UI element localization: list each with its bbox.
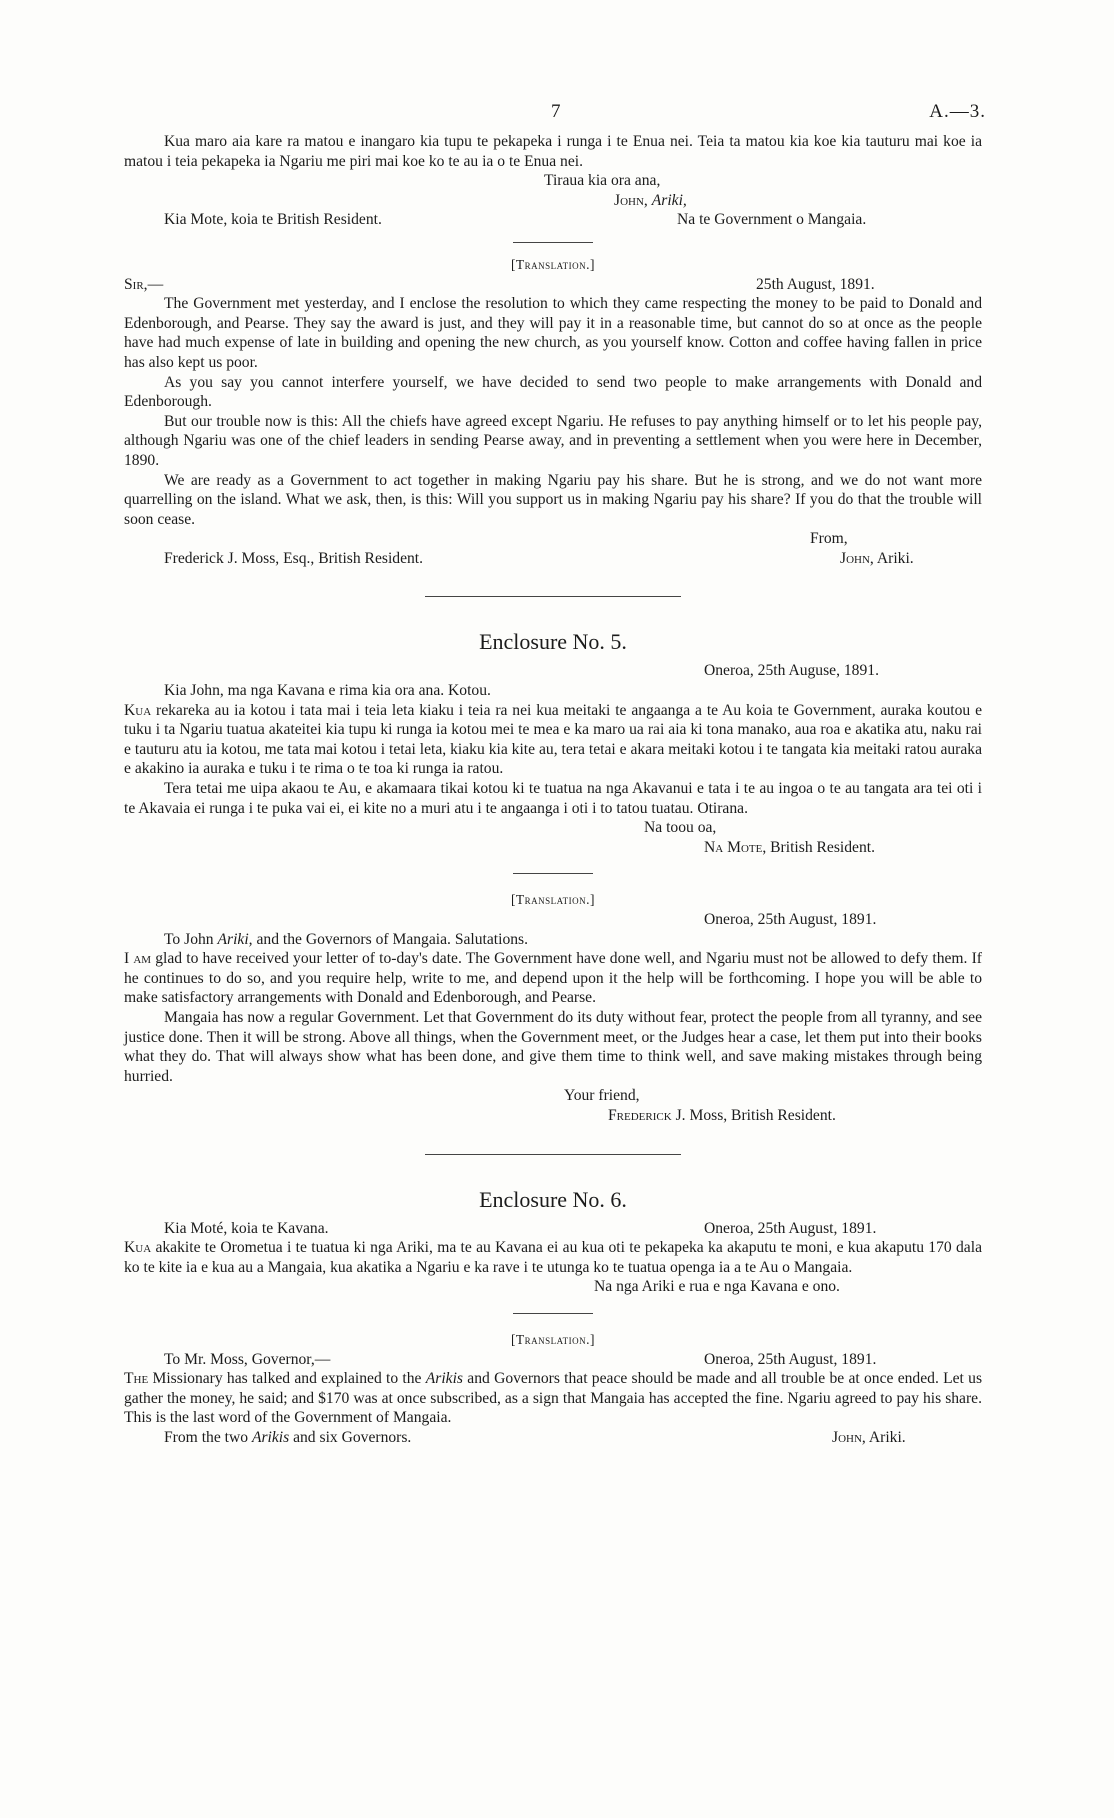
letter-date: Oneroa, 25th August, 1891.: [704, 911, 877, 928]
section-divider: [425, 596, 681, 597]
paragraph: glad to have received your letter of to-day's date. The Government have done well, and Ngariu must not be allowed to defy them. If he continues to do so, and you require help, write to me, and depend upon it the help will be forthcoming. I hope you will be able to make satisfactory arrangements with Donald and Edenborough, and Pearse.: [124, 950, 982, 1007]
paragraph: Tera tetai me uipa akaou te Au, e akamaara tikai kotou ki te tuatua na nga Akavanui e tata i te au ingoa o te au tangata ara tei oti i te Akavaia ei runga i te puka vai ei, ei kite no a muri atu i te angaanga i oti i to tatou tuatau. Otirana.: [124, 780, 982, 817]
signature-rest: J. Moss, British Resident.: [675, 1106, 836, 1124]
divider: [513, 873, 593, 874]
signature-title: Ariki.: [868, 1428, 906, 1446]
addressee-row: [124, 1219, 982, 1239]
letter-date: Oneroa, 25th August, 1891.: [704, 1219, 877, 1237]
signature-title: Ariki.: [876, 549, 914, 567]
translation-label: [Translation.]: [510, 1331, 596, 1347]
date-row: [124, 661, 982, 681]
signature-row: [124, 1106, 982, 1126]
signature-title: Ariki,: [651, 191, 687, 209]
translation-label: [Translation.]: [510, 256, 596, 272]
signature-name: John,: [614, 191, 648, 209]
signature-row: [124, 838, 982, 858]
signature-title: British Resident.: [770, 838, 875, 856]
divider: [513, 1313, 593, 1314]
italic-term: Arikis: [251, 1428, 290, 1446]
addressee-row: [124, 549, 982, 569]
lead-word: Kua: [124, 701, 152, 719]
addressee: Kia Moté, koia te Kavana.: [164, 1219, 329, 1237]
paragraph: The Government met yesterday, and I enclose the resolution to which they came respecting the money to be paid to Donald and Edenborough, and Pearse. They say the award is just, and they will pay it in a reasonable time, but cannot do so at once as the people have had much expense of late in building and opening the new church, as you yourself know. Cotton and coffee having fallen in price has also kept us poor.: [124, 295, 982, 371]
document-body: [124, 132, 982, 1447]
paragraph: We are ready as a Government to act together in making Ngariu pay his share. But he is strong, and we do not want more quarrelling on the island. What we ask, then, is this: Will you support us in making Ngariu pay his share? If you do that the trouble will soon cease.: [124, 471, 982, 528]
closing-row: [124, 171, 982, 191]
paragraph: Missionary has talked and explained to the: [152, 1370, 422, 1388]
greeting: Kia John, ma nga Kavana e rima kia ora ana. Kotou.: [164, 682, 491, 700]
from: From the two: [164, 1428, 249, 1446]
section-divider: [425, 1154, 681, 1155]
closing: Your friend,: [564, 1087, 640, 1105]
enclosure-heading: Enclosure No. 6.: [479, 1186, 627, 1212]
greeting-rest: and the Governors of Mangaia. Salutations.: [256, 930, 529, 948]
maori-paragraph: Kua maro aia kare ra matou e inangaro kia tupu te pekapeka i runga i te Enua nei. Teia ta matou kia koe kia tauturu mai koe ia matou i teia pekapeka ia Ngariu me piri mai koe ko te au ia o te Enua nei.: [124, 133, 982, 170]
enclosure-heading: Enclosure No. 5.: [479, 629, 627, 655]
closing: Tiraua kia ora ana,: [544, 172, 661, 190]
from-rest: and six Governors.: [293, 1428, 412, 1446]
closing-row: [124, 1086, 982, 1106]
salutation-row: [124, 275, 982, 295]
paragraph: rekareka au ia kotou i tata mai i teia leta kiaku i teia ra nei kua meitaki te angaanga a te Au koia te Government, auraka koutou e tuku i ta Ngariu tuatua akateitei kia tupu ki runga ia kotou mei te mea e ka maro ua rai aia ki tona manako, aua roa e akatika atu, naku rai e tauturu atu ia kotou, me tata mai kotou i tetai leta, kiaku kia kite au, tera tetai e akara meitaki kotou i te tangata kia meitaki ratou auraka e akakino ia auraka e tuku i te rima o te toa ki runga ia ratou.: [124, 701, 982, 778]
greeting-title: Ariki,: [217, 930, 253, 948]
paragraph-rest: and Governors that peace should be made and all trouble be at once ended. Let us gather the money, he said; and $170 was at once subscribed, as a sign that Mangaia has accepted the fine. Ngariu agreed to pay his share. This is the last word of the Government of Mangaia.: [124, 1370, 983, 1427]
addressee: Frederick J. Moss, Esq., British Resident.: [164, 549, 424, 567]
from-row: [124, 529, 982, 549]
signature-name: John,: [840, 549, 874, 567]
page-number: 7: [551, 101, 561, 122]
lead-word: I am: [124, 950, 152, 968]
signature-row: [124, 1277, 982, 1297]
from: From,: [810, 530, 848, 548]
lead-word: Kua: [124, 1239, 152, 1257]
series-number: A.—3.: [929, 101, 986, 122]
closing: Na toou oa,: [644, 819, 717, 837]
addressee-row: [124, 210, 982, 230]
divider: [513, 242, 593, 243]
lead-word: The: [124, 1370, 149, 1388]
closing-row: [124, 818, 982, 838]
date-row: [124, 910, 982, 930]
signature-row: [124, 191, 982, 211]
paragraph: But our trouble now is this: All the chiefs have agreed except Ngariu. He refuses to pay anything himself or to let his people pay, although Ngariu was one of the chief leaders in sending Pearse away, and in preventing a settlement when you were here in December, 1890.: [124, 412, 982, 469]
signature-name: John,: [832, 1428, 866, 1446]
paragraph: As you say you cannot interfere yourself, we have decided to send two people to make arrangements with Donald and Edenborough.: [124, 373, 982, 411]
signature-name: Frederick: [608, 1106, 672, 1124]
salutation: Sir,—: [124, 275, 164, 293]
salutation-row: [124, 1350, 982, 1370]
salutation: To Mr. Moss, Governor,—: [164, 1350, 331, 1368]
paragraph: akakite te Orometua i te tuatua ki nga Ariki, ma te au Kavana ei au kua oti te pekapeka ka akaputu te moni, e kua akaputu 170 dala ko te kite ia e kua au a Mangaia, kua akatika a Ngariu e ka rave i te utunga ko te tuatua openga ia a te Au o Mangaia.: [124, 1239, 982, 1276]
addressee: Kia Mote, koia te British Resident.: [164, 211, 382, 229]
letter-date: Oneroa, 25th August, 1891.: [704, 1350, 877, 1368]
letter-date: 25th August, 1891.: [756, 275, 875, 293]
paragraph: Mangaia has now a regular Government. Let that Government do its duty without fear, protect the people from all tyranny, and see justice done. Then it will be strong. Above all things, when the Government meet, or the Judges hear a case, let them put into their books what they do. That will always show what has been done, and give them time to think well, and save making mistakes through being hurried.: [124, 1008, 982, 1085]
translation-label: [Translation.]: [510, 892, 596, 908]
letter-date: Oneroa, 25th Auguse, 1891.: [704, 662, 879, 680]
from-row: [124, 1428, 982, 1448]
signature-org: Na te Government o Mangaia.: [677, 211, 867, 229]
greeting: To John: [164, 930, 214, 948]
italic-term: Arikis: [425, 1370, 463, 1388]
signature-name: Na Mote,: [704, 838, 767, 856]
signature: Na nga Ariki e rua e nga Kavana e ono.: [594, 1278, 840, 1296]
